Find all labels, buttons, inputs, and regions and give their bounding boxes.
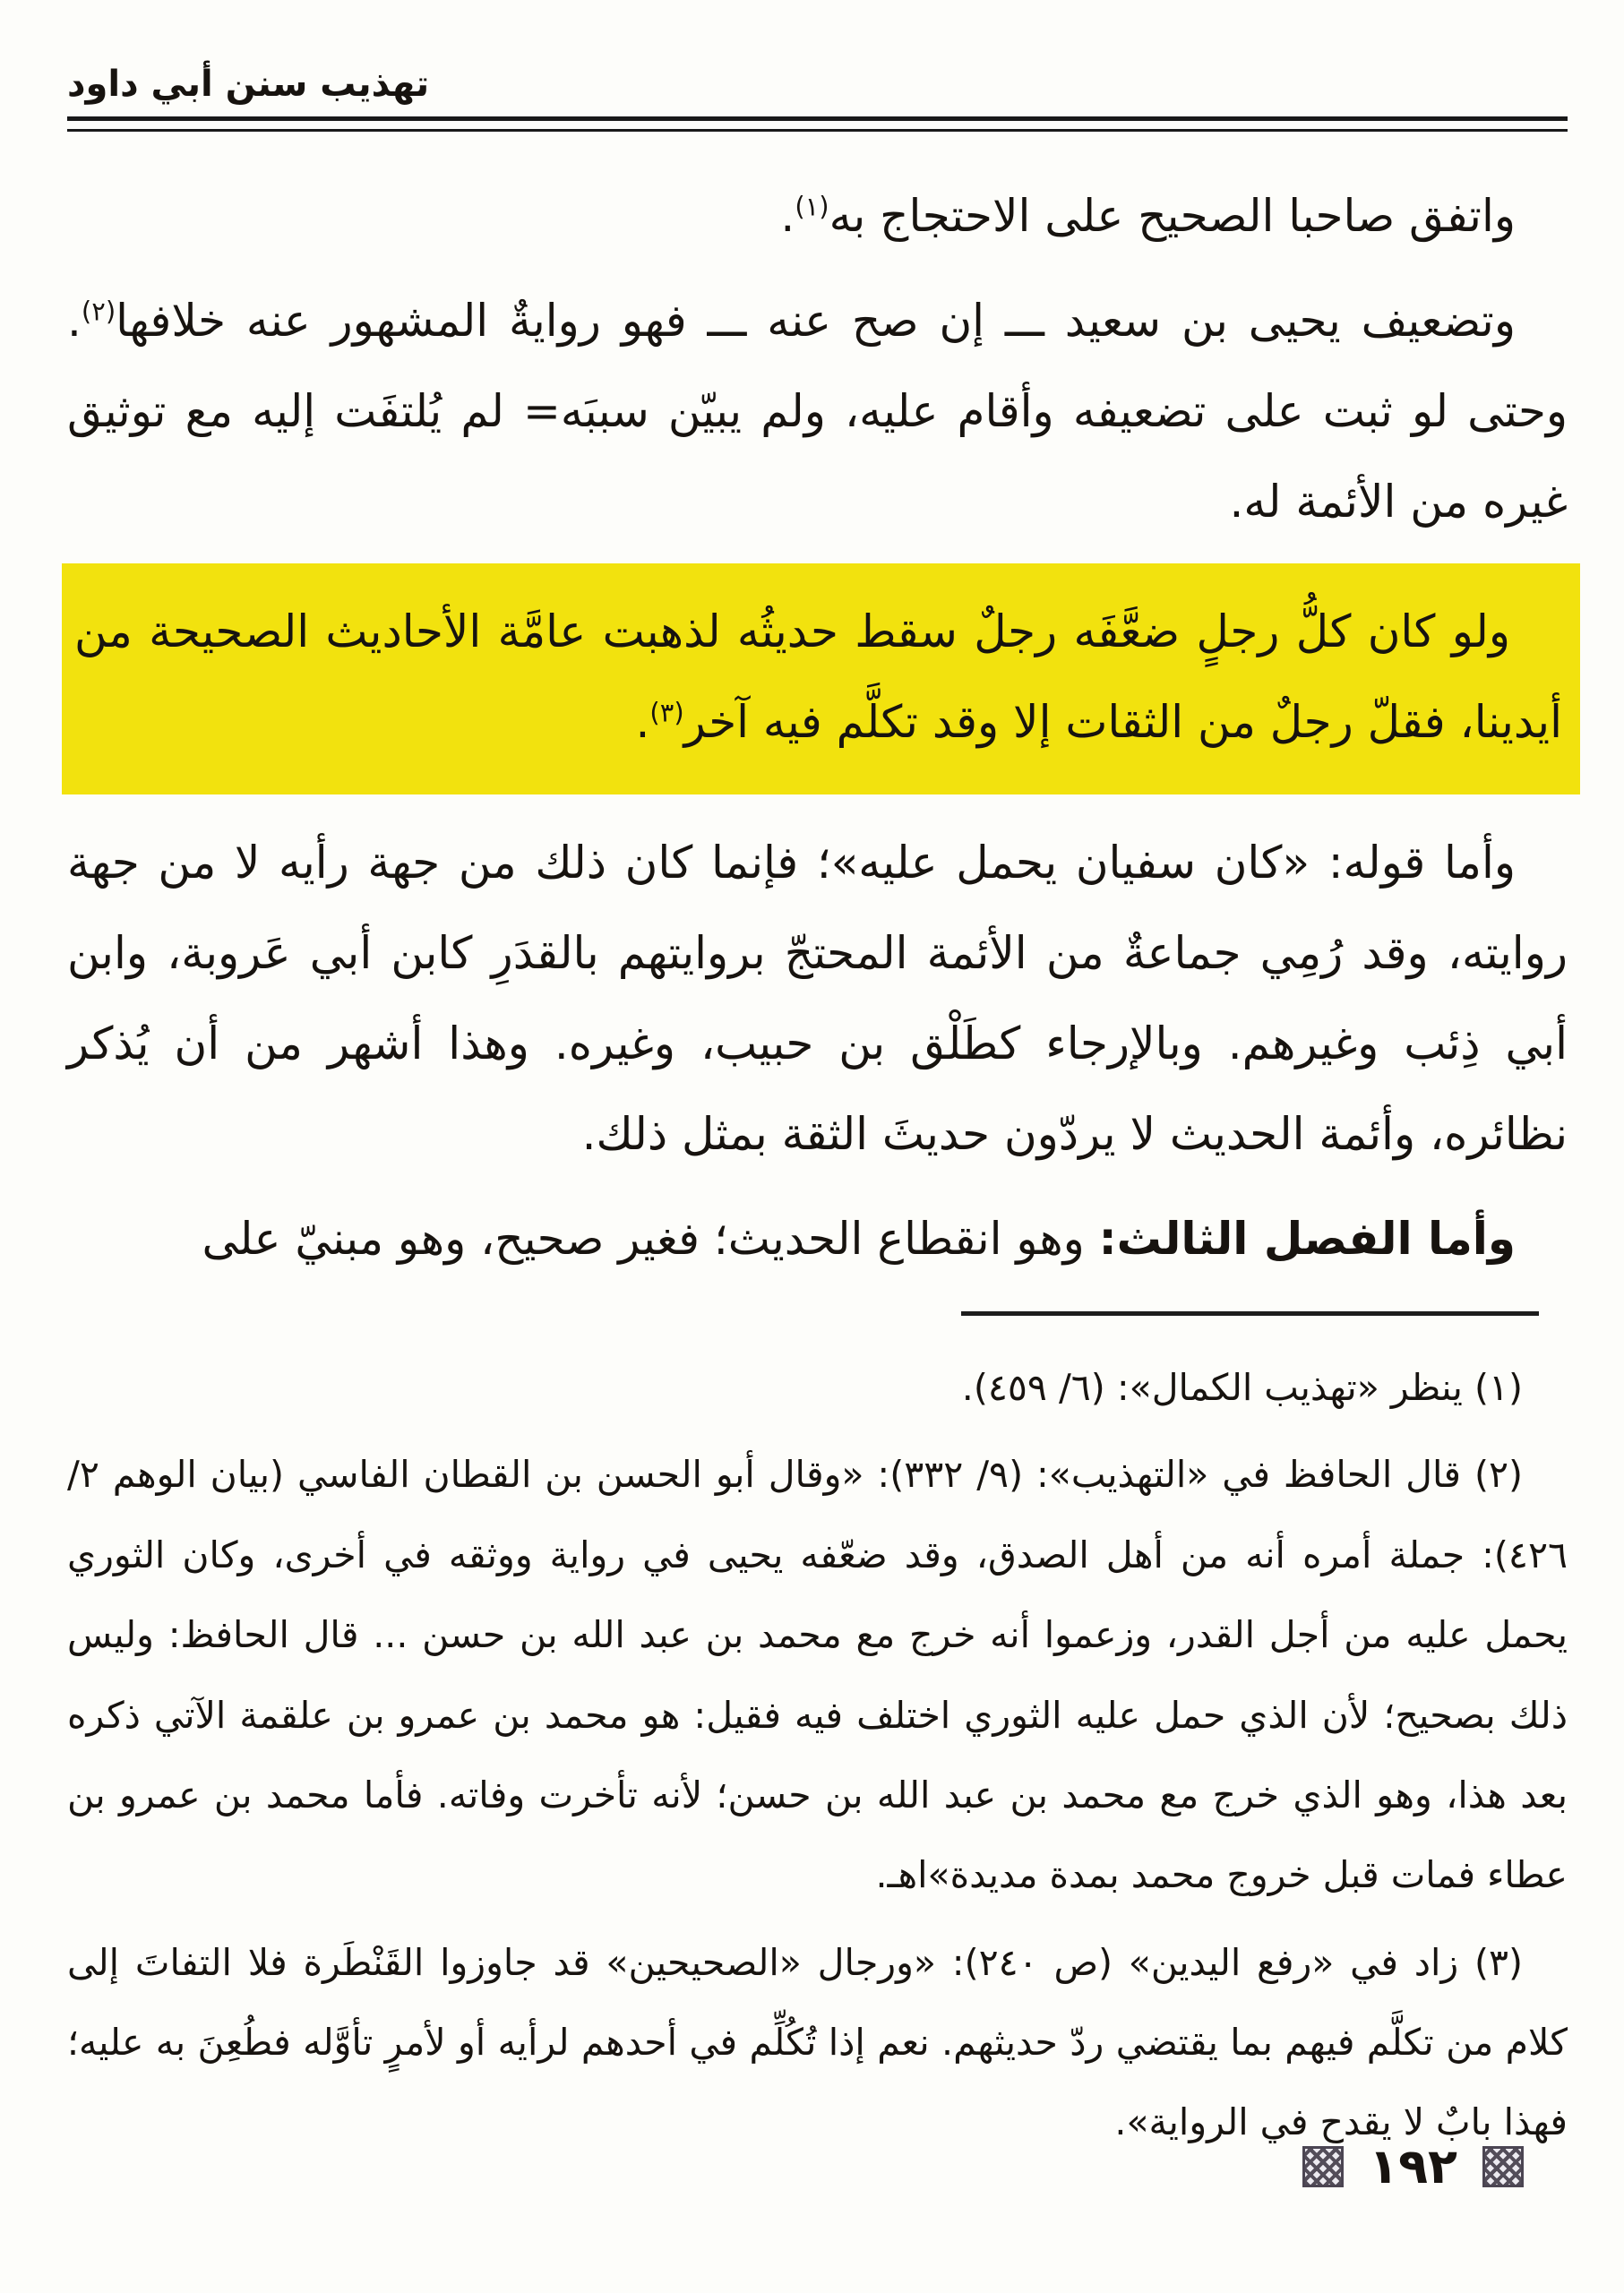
page-number: ١٩٢ xyxy=(1369,2138,1457,2194)
footnote-ref-2: (٢) xyxy=(81,296,116,327)
highlighted-passage xyxy=(62,563,1580,794)
footnote-2-marker: (٢) xyxy=(1474,1453,1523,1497)
ornament-icon xyxy=(1482,2146,1524,2187)
page-header xyxy=(67,63,1568,106)
footnote-2 xyxy=(67,1435,1568,1915)
paragraph-1 xyxy=(67,171,1568,262)
paragraph-4 xyxy=(67,818,1568,1180)
highlighted-text: ولو كان كلُّ رجلٍ ضعَّفَه رجلٌ سقط حديثُه لذهبت عامَّة الأحاديث الصحيحة من أيدينا، فقلّ رجلٌ من الثقات إلا وقد تكلَّم فيه آخر xyxy=(74,605,1562,748)
footnote-3-marker: (٣) xyxy=(1474,1940,1523,1984)
section-lead-bold: وأما الفصل الثالث: xyxy=(1098,1213,1516,1265)
paragraph-1-tail: . xyxy=(780,190,795,242)
footnote-ref-1: (١) xyxy=(795,191,829,222)
paragraph-4-text: وأما قوله: «كان سفيان يحمل عليه»؛ فإنما كان ذلك من جهة رأيه لا من جهة روايته، وقد رُمِي جماعةٌ من الأئمة المحتجّ بروايتهم بالقدَرِ كابن أبي عَروبة، وابن أبي ذِئب وغيرهم. وبالإرجاء كطَلْق بن حبيب، وغيره. وهذا أشهر من أن يُذكر نظائره، وأئمة الحديث لا يردّون حديثَ الثقة بمثل ذلك. xyxy=(67,837,1568,1160)
ornament-icon xyxy=(1302,2146,1344,2187)
page-footer xyxy=(1302,2138,1524,2194)
footnotes-section xyxy=(67,1348,1568,2163)
body-text xyxy=(67,171,1568,1284)
paragraph-5-text: وهو انقطاع الحديث؛ فغير صحيح، وهو مبنيّ على xyxy=(202,1213,1099,1265)
footnote-3-text: زاد في «رفع اليدين» (ص ٢٤٠): «ورجال «الصحيحين» قد جاوزوا القَنْطَرة فلا التفاتَ إلى كلام من تكلَّم فيهم بما يقتضي ردّ حديثهم. نعم إذا تُكُلِّم في أحدهم لرأيه أو لأمرٍ تأوَّله فطُعِنَ به عليه؛ فهذا بابٌ لا يقدح في الرواية». xyxy=(67,1940,1568,2144)
paragraph-2-text: وتضعيف يحيى بن سعيد ـــ إن صح عنه ـــ فهو روايةٌ المشهور عنه خلافها xyxy=(116,295,1516,347)
footnote-2-text: قال الحافظ في «التهذيب»: (٩/ ٣٣٢): «وقال أبو الحسن بن القطان الفاسي (بيان الوهم ٢/ ٤٢٦): جملة أمره أنه من أهل الصدق، وقد ضعّفه يحيى في رواية ووثقه في أخرى، وكان الثوري يحمل عليه من أجل القدر، وزعموا أنه خرج مع محمد بن عبد الله بن حسن ... قال الحافظ: وليس ذلك بصحيح؛ لأن الذي حمل عليه الثوري اختلف فيه فقيل: هو محمد بن عمرو بن علقمة الآتي ذكره بعد هذا، وهو الذي خرج مع محمد بن عبد الله بن حسن؛ لأنه تأخرت وفاته. فأما محمد بن عمرو بن عطاء فمات قبل خروج محمد بمدة مديدة»اهـ. xyxy=(67,1453,1568,1897)
footnote-1 xyxy=(67,1348,1568,1428)
footnote-1-marker: (١) xyxy=(1474,1366,1523,1409)
running-head-title: تهذيب سنن أبي داود xyxy=(67,64,430,105)
paragraph-1-text: واتفق صاحبا الصحيح على الاحتجاج به xyxy=(829,190,1516,242)
footnote-separator xyxy=(961,1311,1539,1316)
header-divider xyxy=(67,116,1568,132)
footnote-ref-3: (٣) xyxy=(649,697,684,728)
paragraph-5 xyxy=(67,1194,1568,1284)
paragraph-2 xyxy=(67,276,1568,547)
footnote-3 xyxy=(67,1923,1568,2163)
highlighted-tail: . xyxy=(635,696,650,748)
paragraph-2-continuation: . وحتى لو ثبت على تضعيفه وأقام عليه، ولم يبيّن سببَه= لم يُلتفَت إليه مع توثيق غيره من الأئمة له. xyxy=(67,295,1568,528)
footnote-1-text: ينظر «تهذيب الكمال»: (٦/ ٤٥٩). xyxy=(961,1366,1463,1409)
